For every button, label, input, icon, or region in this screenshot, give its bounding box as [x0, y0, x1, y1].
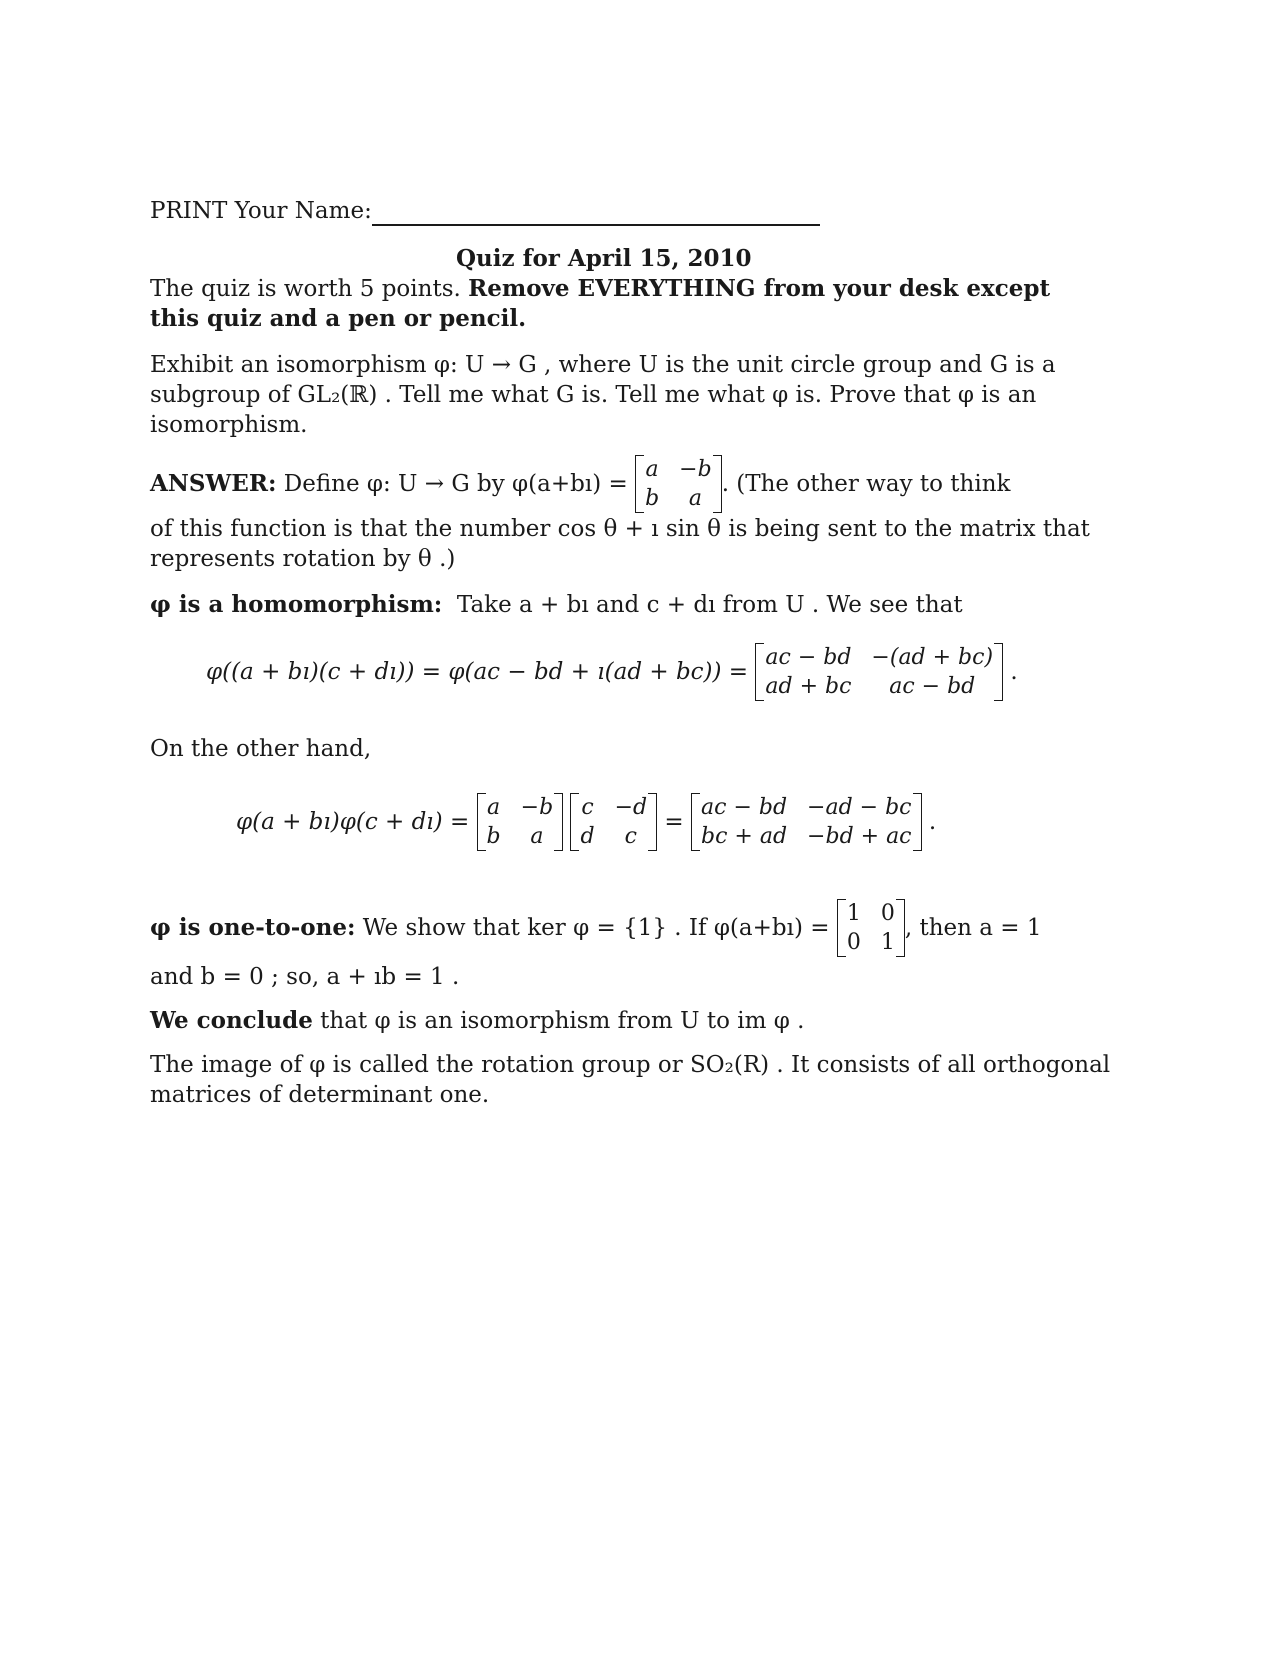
matrix-entry: ac − bd [889, 674, 976, 699]
eq1-lhs: φ((a + bı)(c + dı)) = φ(ac − bd + ı(ad + bc)) = [206, 659, 749, 685]
intro-remove: Remove EVERYTHING from your desk except [468, 275, 1051, 302]
name-label: PRINT Your Name: [150, 198, 372, 224]
matrix-entry: bc + ad [701, 824, 788, 849]
answer-matrix [635, 455, 722, 513]
problem-line-3: isomorphism. [150, 412, 308, 438]
answer-aside: . (The other way to think [721, 471, 1011, 497]
equation-2: φ(a + bı)φ(c + dı) = a −b b a c −d d c = ac − bd −ad − bc bc + ad −bd + ac . [236, 795, 937, 849]
intro-remove-cont: this quiz and a pen or pencil. [150, 305, 527, 332]
matrix-entry: −b [679, 457, 712, 482]
conclusion-label: We conclude [150, 1007, 313, 1034]
name-blank-line [372, 224, 820, 226]
one-to-one-line [150, 896, 1042, 960]
conclusion-text: that φ is an isomorphism from U to im φ . [320, 1008, 805, 1034]
matrix-entry: a [530, 824, 544, 849]
matrix-entry: ac − bd [765, 645, 852, 670]
matrix-entry: d [580, 824, 595, 849]
eq2-equals: = [664, 809, 684, 835]
answer-label: ANSWER: [150, 470, 277, 497]
problem-line-2: subgroup of GL₂(ℝ) . Tell me what G is. Tell me what φ is. Prove that φ is an [150, 382, 1037, 408]
matrix-entry: −b [520, 795, 554, 820]
intro-worth: The quiz is worth 5 points. [150, 276, 461, 302]
eq1-matrix [755, 643, 1003, 701]
one-to-one-text: We show that ker φ = {1} . If φ(a+bı) = [362, 915, 830, 941]
problem-line-1: Exhibit an isomorphism φ: U → G , where U is the unit circle group and G is a [150, 352, 1056, 378]
matrix-entry: b [645, 486, 660, 511]
homomorphism-text: Take a + bı and c + dı from U . We see that [456, 592, 963, 618]
matrix-entry: c [581, 795, 594, 820]
conclusion-line [150, 1006, 804, 1036]
matrix-entry: −(ad + bc) [871, 645, 994, 670]
matrix-entry: a [688, 486, 702, 511]
intro-line [150, 274, 1050, 304]
image-note-line-2: matrices of determinant one. [150, 1082, 490, 1108]
answer-line [150, 452, 1010, 516]
homomorphism-heading [150, 590, 963, 620]
one-to-one-line-2: and b = 0 ; so, a + ıb = 1 . [150, 964, 460, 990]
eq2-lhs: φ(a + bı)φ(c + dı) = [236, 809, 470, 835]
matrix-entry: c [624, 824, 637, 849]
matrix-entry: ac − bd [701, 795, 788, 820]
answer-definition: Define φ: U → G by φ(a+bı) = [283, 471, 628, 497]
matrix-entry: 0 [880, 901, 895, 926]
matrix-entry: b [486, 824, 501, 849]
matrix-entry: a [487, 795, 501, 820]
one-to-one-then: , then a = 1 [904, 915, 1042, 941]
one-to-one-label: φ is one-to-one: [150, 914, 356, 941]
answer-line-2: of this function is that the number cos θ + ı sin θ is being sent to the matrix that [150, 516, 1090, 542]
answer-line-3: represents rotation by θ .) [150, 546, 456, 572]
matrix-entry: 1 [880, 930, 895, 955]
matrix-entry: −d [614, 795, 648, 820]
matrix-entry: 1 [846, 901, 861, 926]
equation-1: φ((a + bı)(c + dı)) = φ(ac − bd + ı(ad + bc)) = ac − bd −(ad + bc) ad + bc ac − bd . [206, 645, 1018, 699]
homomorphism-label: φ is a homomorphism: [150, 591, 443, 618]
matrix-entry: −ad − bc [807, 795, 912, 820]
matrix-entry: a [645, 457, 659, 482]
eq2-matrix-2 [570, 793, 657, 851]
matrix-entry: ad + bc [765, 674, 852, 699]
matrix-entry: 0 [846, 930, 861, 955]
quiz-title: Quiz for April 15, 2010 [456, 245, 752, 272]
image-note-line-1: The image of φ is called the rotation group or SO₂(R) . It consists of all orthogonal [150, 1052, 1111, 1078]
other-hand: On the other hand, [150, 736, 372, 762]
eq2-matrix-3 [691, 793, 922, 851]
identity-matrix [837, 899, 905, 957]
matrix-entry: −bd + ac [807, 824, 912, 849]
eq2-matrix-1 [477, 793, 564, 851]
